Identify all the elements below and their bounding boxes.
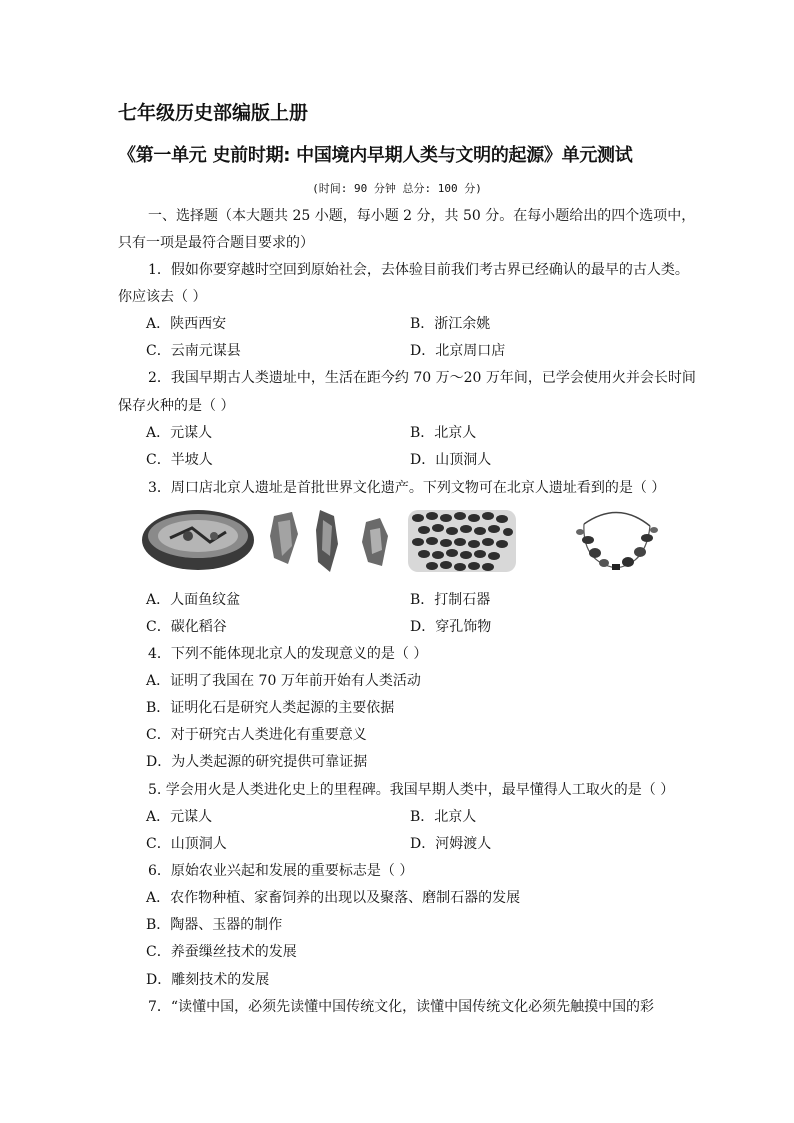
question-1-option-a[interactable]: A．陕西西安 <box>146 316 227 332</box>
unit-title: 《第一单元 史前时期: 中国境内早期人类与文明的起源》单元测试 <box>118 145 633 166</box>
question-2-option-b[interactable]: B．北京人 <box>410 425 477 441</box>
question-4-option-b[interactable]: B．证明化石是研究人类起源的主要依据 <box>146 700 395 716</box>
question-2-option-c[interactable]: C．半坡人 <box>146 452 213 468</box>
question-3-option-c[interactable]: C．碳化稻谷 <box>146 619 227 635</box>
question-6-option-b[interactable]: B．陶器、玉器的制作 <box>146 917 283 933</box>
question-3-option-b[interactable]: B．打制石器 <box>410 592 491 608</box>
chipped-stone-tools-icon <box>270 510 388 572</box>
painted-pottery-basin-icon <box>142 510 254 570</box>
question-5-option-a[interactable]: A．元谋人 <box>146 809 213 825</box>
question-4-option-d[interactable]: D．为人类起源的研究提供可靠证据 <box>146 754 368 770</box>
question-6-option-c[interactable]: C．养蚕缫丝技术的发展 <box>146 944 297 960</box>
question-5-option-b[interactable]: B．北京人 <box>410 809 477 825</box>
question-4-option-c[interactable]: C．对于研究古人类进化有重要意义 <box>146 727 367 743</box>
exam-meta: (时间: 90 分钟 总分: 100 分) <box>312 182 482 195</box>
question-1-text: 1．假如你要穿越时空回到原始社会，去体验目前我们考古界已经确认的最早的古人类。 <box>148 262 689 278</box>
question-6-text: 6．原始农业兴起和发展的重要标志是（ ） <box>148 863 414 879</box>
question-1-option-b[interactable]: B．浙江余姚 <box>410 316 491 332</box>
section-instructions-line2: 只有一项是最符合题目要求的） <box>118 235 314 251</box>
question-3-option-d[interactable]: D．穿孔饰物 <box>410 619 492 635</box>
question-1-text-cont: 你应该去（ ） <box>118 289 207 305</box>
perforated-ornament-necklace-icon <box>576 512 658 570</box>
page-title: 七年级历史部编版上册 <box>118 102 309 124</box>
question-3-artifact-images <box>140 506 680 580</box>
carbonized-rice-icon <box>408 510 516 572</box>
question-7-text: 7．“读懂中国，必须先读懂中国传统文化，读懂中国传统文化必须先触摸中国的彩 <box>148 999 655 1015</box>
question-5-option-c[interactable]: C．山顶洞人 <box>146 836 227 852</box>
section-instructions-line1: 一、选择题（本大题共 25 小题，每小题 2 分，共 50 分。在每小题给出的四个选项中， <box>148 208 696 224</box>
question-3-option-a[interactable]: A．人面鱼纹盆 <box>146 592 241 608</box>
question-4-text: 4．下列不能体现北京人的发现意义的是（ ） <box>148 646 428 662</box>
question-1-option-d[interactable]: D．北京周口店 <box>410 343 506 359</box>
question-6-option-a[interactable]: A．农作物种植、家畜饲养的出现以及聚落、磨制石器的发展 <box>146 890 521 906</box>
question-2-text: 2．我国早期古人类遗址中，生活在距今约 70 万～20 万年间，已学会使用火并会长时间 <box>148 370 696 386</box>
question-1-option-c[interactable]: C．云南元谋县 <box>146 343 241 359</box>
question-5-text: 5. 学会用火是人类进化史上的里程碑。我国早期人类中，最早懂得人工取火的是（ ） <box>148 782 675 798</box>
question-4-option-a[interactable]: A．证明了我国在 70 万年前开始有人类活动 <box>146 673 421 689</box>
question-6-option-d[interactable]: D．雕刻技术的发展 <box>146 972 270 988</box>
question-2-option-a[interactable]: A．元谋人 <box>146 425 213 441</box>
question-3-text: 3．周口店北京人遗址是首批世界文化遗产。下列文物可在北京人遗址看到的是（ ） <box>148 480 666 496</box>
question-2-text-cont: 保存火种的是（ ） <box>118 398 235 414</box>
question-5-option-d[interactable]: D．河姆渡人 <box>410 836 492 852</box>
question-2-option-d[interactable]: D．山顶洞人 <box>410 452 492 468</box>
